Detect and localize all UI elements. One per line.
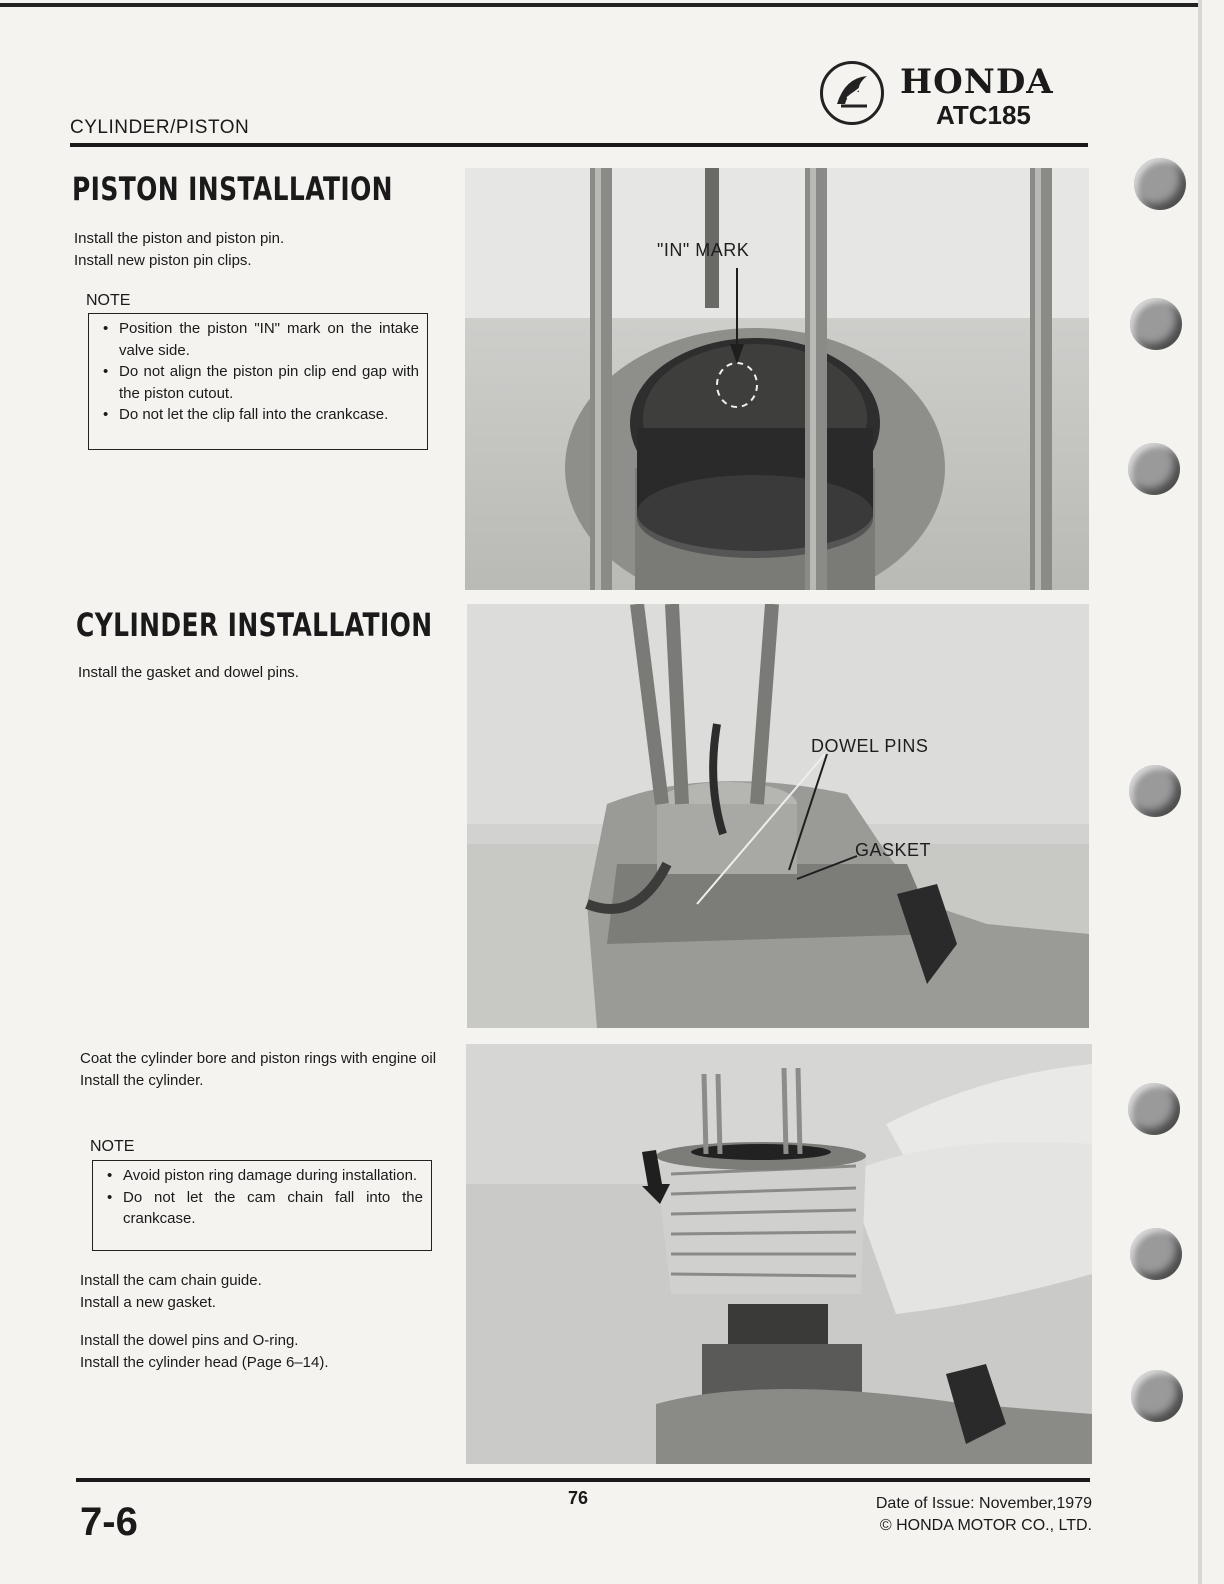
binder-hole-icon <box>1128 443 1180 495</box>
binder-hole-icon <box>1129 765 1181 817</box>
binder-hole-icon <box>1128 1083 1180 1135</box>
issue-info <box>840 1493 1092 1537</box>
step-text: Install new piston pin clips. <box>74 252 252 269</box>
step-text: Install a new gasket. <box>80 1294 216 1311</box>
coat-steps <box>80 1048 448 1092</box>
note-item: • Do not let the clip fall into the crankcase. <box>99 404 419 426</box>
copyright: © HONDA MOTOR CO., LTD. <box>879 1517 1092 1534</box>
wing-emblem-icon <box>820 61 884 125</box>
head-steps <box>80 1330 329 1374</box>
honda-logo <box>820 56 1090 136</box>
model-name: ATC185 <box>936 100 1031 130</box>
in-mark-callout: "IN" MARK <box>657 240 750 260</box>
guide-steps <box>80 1270 262 1314</box>
binder-hole-icon <box>1130 298 1182 350</box>
step-text: Install the dowel pins and O-ring. <box>80 1332 299 1349</box>
header-rule <box>70 143 1088 147</box>
note-label: NOTE <box>86 292 131 309</box>
note-item: • Position the piston "IN" mark on the intake valve side. <box>99 318 419 361</box>
sequence-number: 76 <box>568 1488 589 1508</box>
note-item: • Do not align the piston pin clip end gap with the piston cutout. <box>99 361 419 404</box>
note-box <box>88 313 428 450</box>
section-title: PISTON INSTALLATION <box>72 170 393 208</box>
footer-rule <box>76 1478 1090 1482</box>
binder-hole-icon <box>1134 158 1186 210</box>
dowel-pins-photo <box>467 604 1089 1028</box>
gasket-callout: GASKET <box>855 840 932 860</box>
step-text: Install the cam chain guide. <box>80 1272 262 1289</box>
note-item: • Avoid piston ring damage during installation. <box>103 1165 423 1187</box>
page-edge <box>1198 0 1202 1584</box>
binder-hole-icon <box>1130 1228 1182 1280</box>
piston-photo <box>465 168 1089 590</box>
cylinder-photo <box>466 1044 1092 1464</box>
issue-date: Date of Issue: November,1979 <box>875 1495 1092 1512</box>
step-text: Install the cylinder. <box>80 1072 204 1089</box>
page-number: 7-6 <box>80 1500 138 1544</box>
step-text: Coat the cylinder bore and piston rings with engine oil <box>80 1050 437 1067</box>
section-label: CYLINDER/PISTON <box>70 117 250 138</box>
step-text: Install the gasket and dowel pins. <box>78 664 299 681</box>
top-rule <box>0 3 1200 7</box>
step-text: Install the piston and piston pin. <box>74 230 285 247</box>
binder-hole-icon <box>1131 1370 1183 1422</box>
piston-installation-section <box>72 170 483 208</box>
note-box <box>92 1160 432 1251</box>
section-title: CYLINDER INSTALLATION <box>76 606 433 644</box>
dowel-pins-callout: DOWEL PINS <box>811 736 929 756</box>
note-label: NOTE <box>90 1138 135 1155</box>
brand-name: HONDA <box>900 62 1054 102</box>
cylinder-installation-section <box>76 606 533 644</box>
note-item: • Do not let the cam chain fall into the crankcase. <box>103 1187 423 1230</box>
piston-steps <box>74 228 434 272</box>
step-text: Install the cylinder head (Page 6–14). <box>80 1354 329 1371</box>
